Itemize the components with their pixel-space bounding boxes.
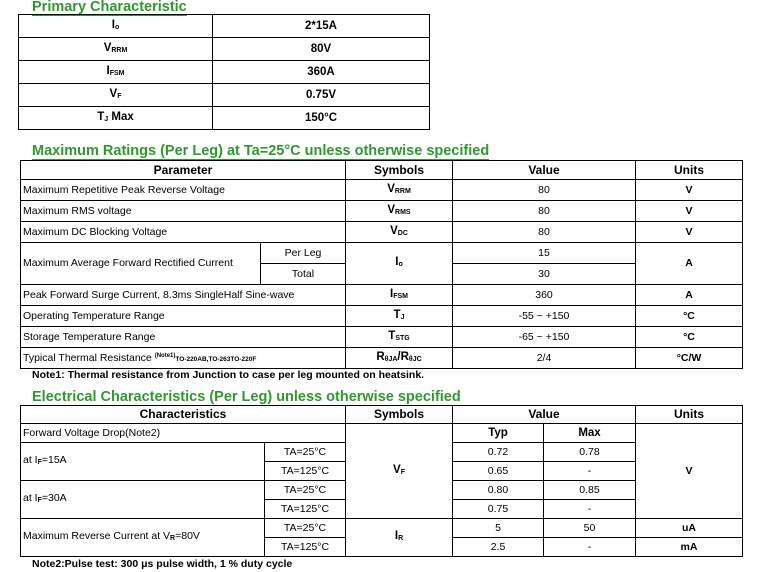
primary-value: 2*15A [213, 15, 430, 38]
table-row: Total 30 [21, 264, 743, 285]
note2: Note2:Pulse test: 300 μs pulse width, 1 % duty cycle [32, 558, 293, 570]
table-row: Peak Forward Surge Current, 8.3ms SingleHalf Sine-wave IFSM 360 A [21, 285, 743, 306]
table-row: TA=125°C 2.5 - mA [21, 538, 743, 557]
primary-symbol: IFSM [19, 61, 213, 84]
primary-symbol: TJ Max [19, 107, 213, 130]
electrical-title: Electrical Characteristics (Per Leg) unless otherwise specified [32, 389, 461, 405]
primary-value: 150°C [213, 107, 430, 130]
primary-value: 80V [213, 38, 430, 61]
primary-title: Primary Characteristic [32, 0, 187, 15]
table-row: Operating Temperature Range TJ -55 ~ +150 °C [21, 306, 743, 327]
header-value: Value [453, 161, 636, 180]
header-characteristics: Characteristics [21, 406, 346, 424]
table-row [19, 61, 430, 84]
table-row [19, 38, 430, 61]
table-row: Maximum DC Blocking Voltage VDC 80 V [21, 222, 743, 243]
table-row: Forward Voltage Drop(Note2) VF Typ Max V [21, 424, 743, 443]
table-row: at IF=15A TA=25°C 0.72 0.78 [21, 443, 743, 462]
primary-symbol: Io [19, 15, 213, 38]
primary-value: 360A [213, 61, 430, 84]
table-row: Maximum Repetitive Peak Reverse Voltage VRRM 80 V [21, 180, 743, 201]
primary-symbol: VRRM [19, 38, 213, 61]
table-row: TA=125°C 0.75 - [21, 500, 743, 519]
table-row [19, 84, 430, 107]
header-symbols: Symbols [346, 161, 453, 180]
primary-table [18, 14, 430, 130]
table-row: at IF=30A TA=25°C 0.80 0.85 [21, 481, 743, 500]
header-units: Units [636, 161, 743, 180]
electrical-table [20, 405, 743, 557]
header-value: Value [453, 406, 636, 424]
max-ratings-title: Maximum Ratings (Per Leg) at Ta=25°C unless otherwise specified [32, 143, 490, 159]
table-row: Maximum Reverse Current at VR=80V TA=25°C IR 5 50 uA [21, 519, 743, 538]
primary-value: 0.75V [213, 84, 430, 107]
table-row: Maximum Average Forward Rectified Current Per Leg Io 15 A [21, 243, 743, 264]
max-ratings-table [20, 160, 743, 369]
note1: Note1: Thermal resistance from Junction to case per leg mounted on heatsink. [32, 369, 425, 381]
header-symbols: Symbols [346, 406, 453, 424]
table-row: Typical Thermal Resistance $^{(Note1)}$TO-220AB,TO-263TO-220F RθJA/RθJC 2/4 °C/W [21, 348, 743, 369]
table-row: Storage Temperature Range TSTG -65 ~ +150 °C [21, 327, 743, 348]
primary-symbol: VF [19, 84, 213, 107]
header-units: Units [636, 406, 743, 424]
table-row: Maximum RMS voltage VRMS 80 V [21, 201, 743, 222]
table-row [19, 107, 430, 130]
table-row: TA=125°C 0.65 - [21, 462, 743, 481]
header-parameter: Parameter [21, 161, 346, 180]
table-row [19, 15, 430, 38]
